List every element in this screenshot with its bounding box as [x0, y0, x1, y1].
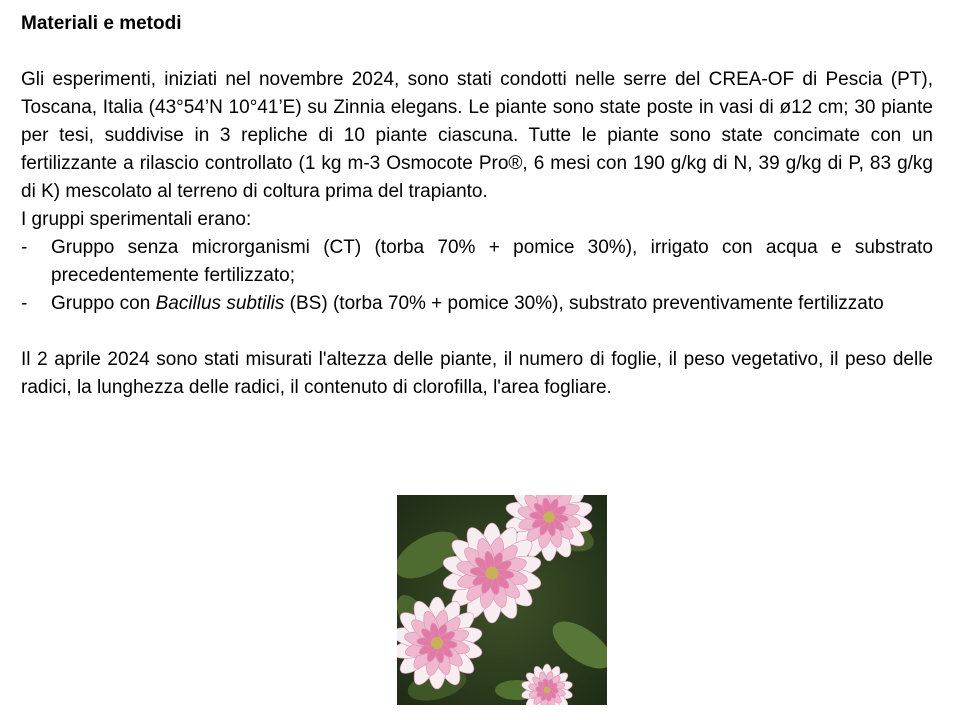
paragraph-measurements: Il 2 aprile 2024 sono stati misurati l'altezza delle piante, il numero di foglie, il peso vegetativo, il peso delle radici, la lunghezza delle radici, il contenuto di clorofilla, l'area fogliare. [21, 349, 933, 398]
zinnia-flowers-image [397, 495, 607, 705]
species-name: Bacillus subtilis [155, 293, 285, 314]
list-item-text-before: Gruppo con [51, 293, 156, 314]
flower-center [486, 567, 499, 580]
flower-center [431, 637, 443, 649]
zinnia-photo [397, 495, 607, 705]
list-item-text-after: (BS) (torba 70% + pomice 30%), substrato preventivamente fertilizzato [284, 293, 884, 314]
groups-intro: I gruppi sperimentali erano: [21, 209, 252, 230]
list-bullet: - [21, 237, 28, 258]
list-item-control-group [21, 234, 933, 290]
list-bullet: - [21, 293, 28, 314]
blank-line [21, 38, 933, 66]
groups-list [21, 234, 933, 318]
flower-center [544, 687, 551, 694]
blank-line [21, 318, 933, 346]
list-item-text: Gruppo senza microrganismi (CT) (torba 70% + pomice 30%), irrigato con acqua e substrato precedentemente fertilizzato; [51, 237, 933, 286]
list-item-bacillus-group [21, 290, 933, 318]
section-heading: Materiali e metodi [21, 13, 182, 34]
paragraph-experiment-setup: Gli esperimenti, iniziati nel novembre 2024, sono stati condotti nelle serre del CREA-OF di Pescia (PT), Toscana, Italia (43°54’N 10°41’E) su Zinnia elegans. Le piante sono state poste in vasi di ø12 cm; 30 piante per tesi, suddivise in 3 repliche di 10 piante ciascuna. Tutte le piante sono state concimate con un fertilizzante a rilascio controllato (1 kg m-3 Osmocote Pro®, 6 mesi con 190 g/kg di N, 39 g/kg di P, 83 g/kg di K) mescolato al terreno di coltura prima del trapianto. [21, 69, 933, 202]
flower-center [543, 511, 554, 522]
text-body [21, 10, 933, 402]
